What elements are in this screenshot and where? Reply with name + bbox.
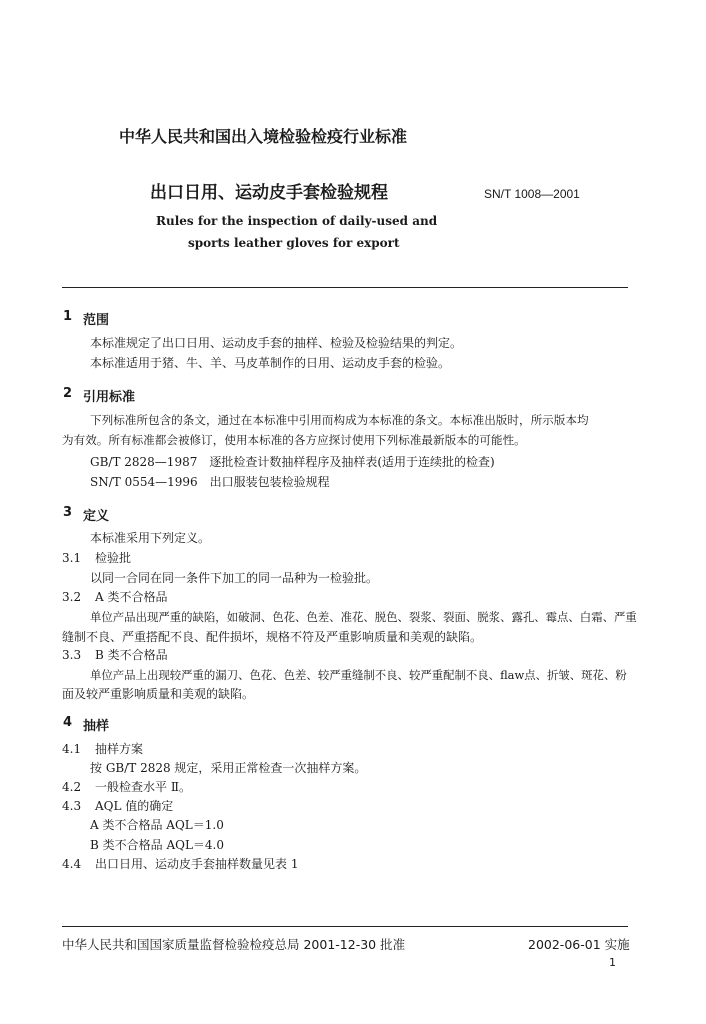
section-2-reference-1: GB/T 2828—1987 逐批检查计数抽样程序及抽样表(适用于连续批的检查): [90, 455, 495, 469]
section-4-title: 抽样: [83, 719, 110, 734]
section-1-paragraph-1: 本标准规定了出口日用、运动皮手套的抽样、检验及检验结果的判定。: [90, 336, 463, 350]
section-2-number: 2: [63, 386, 73, 401]
definition-3-3-line-1: 单位产品上出现较严重的漏刀、色花、色差、较严重缝制不良、较严重配制不良、flaw点、折皱、斑花、粉: [90, 668, 627, 682]
footer-divider: [62, 926, 628, 927]
clause-4-1-text: 按 GB/T 2828 规定，采用正常检查一次抽样方案。: [90, 761, 367, 775]
header-divider: [62, 287, 628, 288]
section-3-title: 定义: [83, 509, 110, 524]
section-1-number: 1: [63, 309, 73, 324]
definition-3-3-title: B 类不合格品: [95, 648, 168, 662]
clause-4-2-text: 一般检查水平 Ⅱ。: [95, 780, 191, 794]
clause-4-3-aql-b: B 类不合格品 AQL＝4.0: [90, 838, 225, 852]
clause-4-4-text: 出口日用、运动皮手套抽样数量见表 1: [95, 857, 299, 871]
approval-line: 中华人民共和国国家质量监督检验检疫总局 2001-12-30 批准: [62, 937, 406, 952]
section-3-number: 3: [63, 505, 73, 520]
definition-3-1-title: 检验批: [95, 551, 132, 565]
clause-4-1-number: 4.1: [62, 742, 82, 756]
definition-3-2-line-1: 单位产品出现严重的缺陷，如破洞、色花、色差、准花、脱色、裂浆、裂面、脱浆、露孔、霉点、白霜、严重: [90, 610, 637, 624]
doc-title: 出口日用、运动皮手套检验规程: [150, 183, 388, 203]
clause-4-2-number: 4.2: [62, 780, 82, 794]
clause-4-3-aql-a: A 类不合格品 AQL＝1.0: [90, 818, 224, 832]
definition-3-1-number: 3.1: [62, 551, 82, 565]
english-title-line-2: sports leather gloves for export: [188, 236, 400, 250]
clause-4-3-number: 4.3: [62, 799, 82, 813]
definition-3-2-line-2: 缝制不良、严重搭配不良、配件损坏，规格不符及严重影响质量和美观的缺陷。: [62, 630, 483, 644]
section-2-reference-2: SN/T 0554—1996 出口服装包装检验规程: [90, 475, 330, 489]
section-2-paragraph-line-2: 为有效。所有标准都会被修订，使用本标准的各方应探讨使用下列标准最新版本的可能性。: [62, 433, 526, 447]
definition-3-3-number: 3.3: [62, 648, 82, 662]
clause-4-3-title: AQL 值的确定: [95, 799, 174, 813]
definition-3-2-title: A 类不合格品: [95, 590, 168, 604]
definition-3-3-line-2: 面及较严重影响质量和美观的缺陷。: [62, 687, 255, 701]
section-3-intro: 本标准采用下列定义。: [90, 531, 211, 545]
effective-date: 2002-06-01 实施: [528, 937, 630, 952]
standard-code: SN/T 1008—2001: [484, 187, 580, 201]
clause-4-4-number: 4.4: [62, 857, 82, 871]
org-title: 中华人民共和国出入境检验检疫行业标准: [119, 127, 408, 146]
section-4-number: 4: [63, 715, 73, 730]
page-number: 1: [609, 956, 616, 969]
section-2-title: 引用标准: [83, 390, 136, 405]
section-1-title: 范围: [83, 313, 110, 328]
section-2-paragraph-line-1: 下列标准所包含的条文，通过在本标准中引用而构成为本标准的条文。本标准出版时，所示版本均: [90, 413, 589, 427]
definition-3-2-number: 3.2: [62, 590, 82, 604]
english-title-line-1: Rules for the inspection of daily-used and: [156, 214, 438, 228]
clause-4-1-title: 抽样方案: [95, 742, 144, 756]
section-1-paragraph-2: 本标准适用于猪、牛、羊、马皮革制作的日用、运动皮手套的检验。: [90, 356, 451, 370]
definition-3-1-text: 以同一合同在同一条件下加工的同一品种为一检验批。: [90, 571, 379, 585]
